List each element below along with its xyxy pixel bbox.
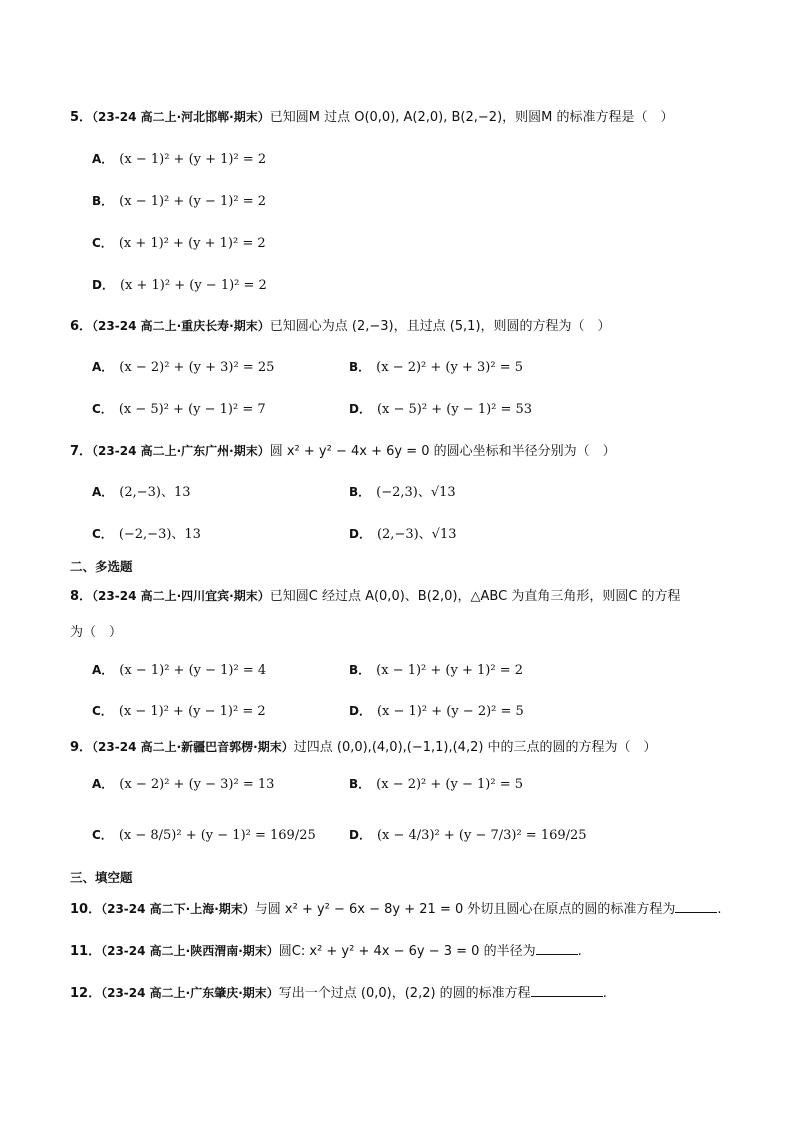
option-text: (x − 2)² + (y + 3)² = 25 [119, 360, 275, 375]
q7-option-b[interactable] [349, 483, 456, 502]
question-number: 11． [70, 944, 102, 959]
q6-option-a[interactable] [92, 358, 274, 377]
question-source: （23-24 高二下·上海·期末） [101, 902, 255, 916]
q9-option-b[interactable] [349, 775, 523, 794]
q7-option-d[interactable] [349, 525, 457, 544]
question-11 [70, 942, 582, 961]
question-stem: 已知圆心为点 (2,−3)，且过点 (5,1)，则圆的方程为（ ） [269, 319, 611, 334]
option-text: (x − 2)² + (y − 1)² = 5 [376, 777, 523, 792]
option-text: (x + 1)² + (y + 1)² = 2 [118, 236, 266, 251]
question-stem: 与圆 x² + y² − 6x − 8y + 21 = 0 外切且圆心在原点的圆的标准方程为 [254, 902, 676, 917]
option-label: C． [92, 527, 113, 541]
option-text: (2,−3)、13 [119, 485, 191, 500]
question-stem: 过四点 (0,0),(4,0),(−1,1),(4,2) 中的三点的圆的方程为（ ） [293, 740, 657, 755]
option-text: (x − 8/5)² + (y − 1)² = 169/25 [118, 828, 316, 843]
question-end: . [602, 986, 607, 1001]
q5-option-b[interactable] [92, 192, 266, 211]
q8-option-d[interactable] [349, 702, 524, 721]
option-label: C． [92, 704, 113, 718]
option-label: A． [92, 360, 114, 374]
q5-option-a[interactable] [92, 150, 266, 169]
question-8-stem-continued: 为（ ） [70, 625, 123, 640]
option-text: (x − 1)² + (y − 1)² = 2 [118, 704, 266, 719]
option-text: (x − 1)² + (y − 1)² = 4 [119, 663, 267, 678]
option-label: C． [92, 236, 113, 250]
question-source: （23-24 高二上·河北邯郸·期末） [92, 110, 270, 124]
option-text: (x − 5)² + (y − 1)² = 7 [118, 402, 266, 417]
q5-option-d[interactable] [92, 276, 267, 295]
section-heading-multiple-choice: 二、多选题 [70, 559, 133, 574]
question-source: （23-24 高二上·新疆巴音郭楞·期末） [92, 740, 294, 754]
question-number: 9． [70, 740, 93, 755]
q6-option-d[interactable] [349, 400, 532, 419]
option-text: (x − 1)² + (y + 1)² = 2 [376, 663, 523, 678]
option-text: (2,−3)、√13 [376, 527, 457, 542]
question-12 [70, 984, 607, 1003]
option-text: (x − 2)² + (y − 3)² = 13 [119, 777, 275, 792]
option-label: D． [92, 278, 114, 292]
question-number: 6． [70, 319, 93, 334]
option-label: B． [349, 663, 371, 677]
option-text: (x − 1)² + (y − 1)² = 2 [119, 194, 266, 209]
question-stem: 圆 x² + y² − 4x + 6y = 0 的圆心坐标和半径分别为（ ） [269, 444, 616, 459]
question-number: 10． [70, 902, 102, 917]
option-label: D． [349, 704, 371, 718]
option-label: D． [349, 527, 371, 541]
section-heading-fill-in: 三、填空题 [70, 870, 133, 885]
q9-option-a[interactable] [92, 775, 274, 794]
question-number: 5． [70, 110, 93, 125]
q8-option-b[interactable] [349, 661, 523, 680]
option-label: A． [92, 777, 114, 791]
option-label: B． [349, 777, 371, 791]
option-label: A． [92, 485, 114, 499]
option-text: (x − 4/3)² + (y − 7/3)² = 169/25 [376, 828, 587, 843]
question-source: （23-24 高二上·重庆长寿·期末） [92, 319, 270, 333]
question-7 [70, 442, 616, 461]
option-text: (x − 1)² + (y − 2)² = 5 [376, 704, 524, 719]
answer-blank[interactable] [531, 984, 603, 997]
option-text: (x − 5)² + (y − 1)² = 53 [376, 402, 533, 417]
option-text: (x − 1)² + (y + 1)² = 2 [119, 152, 267, 167]
option-text: (−2,−3)、13 [118, 527, 201, 542]
answer-blank[interactable] [675, 900, 717, 913]
question-8 [70, 587, 681, 606]
question-number: 7． [70, 444, 93, 459]
option-text: (−2,3)、√13 [376, 485, 456, 500]
option-label: C． [92, 828, 113, 842]
option-label: B． [349, 360, 371, 374]
question-5 [70, 108, 673, 127]
option-label: B． [349, 485, 371, 499]
question-source: （23-24 高二上·广东肇庆·期末） [101, 986, 279, 1000]
question-stem: 已知圆C 经过点 A(0,0)、B(2,0)，△ABC 为直角三角形，则圆C 的方程 [269, 589, 681, 604]
option-label: A． [92, 663, 114, 677]
option-label: C． [92, 402, 113, 416]
question-source: （23-24 高二上·四川宜宾·期末） [92, 589, 270, 603]
q8-option-c[interactable] [92, 702, 266, 721]
question-end: . [577, 944, 582, 959]
option-label: D． [349, 402, 371, 416]
option-label: A． [92, 152, 114, 166]
question-6 [70, 317, 611, 336]
option-text: (x + 1)² + (y − 1)² = 2 [119, 278, 267, 293]
question-source: （23-24 高二上·广东广州·期末） [92, 444, 270, 458]
option-label: B． [92, 194, 114, 208]
question-stem: 圆C: x² + y² + 4x − 6y − 3 = 0 的半径为 [278, 944, 536, 959]
q9-option-d[interactable] [349, 826, 587, 845]
question-end: . [717, 902, 722, 917]
q9-option-c[interactable] [92, 826, 316, 845]
q8-option-a[interactable] [92, 661, 266, 680]
question-stem: 已知圆M 过点 O(0,0), A(2,0), B(2,−2)，则圆M 的标准方程是（ ） [269, 110, 674, 125]
question-number: 12． [70, 986, 102, 1001]
question-stem: 写出一个过点 (0,0)，(2,2) 的圆的标准方程 [278, 986, 531, 1001]
option-label: D． [349, 828, 371, 842]
option-text: (x − 2)² + (y + 3)² = 5 [376, 360, 523, 375]
q6-option-b[interactable] [349, 358, 523, 377]
q5-option-c[interactable] [92, 234, 266, 253]
question-10 [70, 900, 722, 919]
question-source: （23-24 高二上·陕西渭南·期末） [101, 944, 279, 958]
q7-option-c[interactable] [92, 525, 201, 544]
q6-option-c[interactable] [92, 400, 266, 419]
question-number: 8． [70, 589, 93, 604]
answer-blank[interactable] [536, 942, 578, 955]
question-9 [70, 738, 657, 757]
q7-option-a[interactable] [92, 483, 191, 502]
